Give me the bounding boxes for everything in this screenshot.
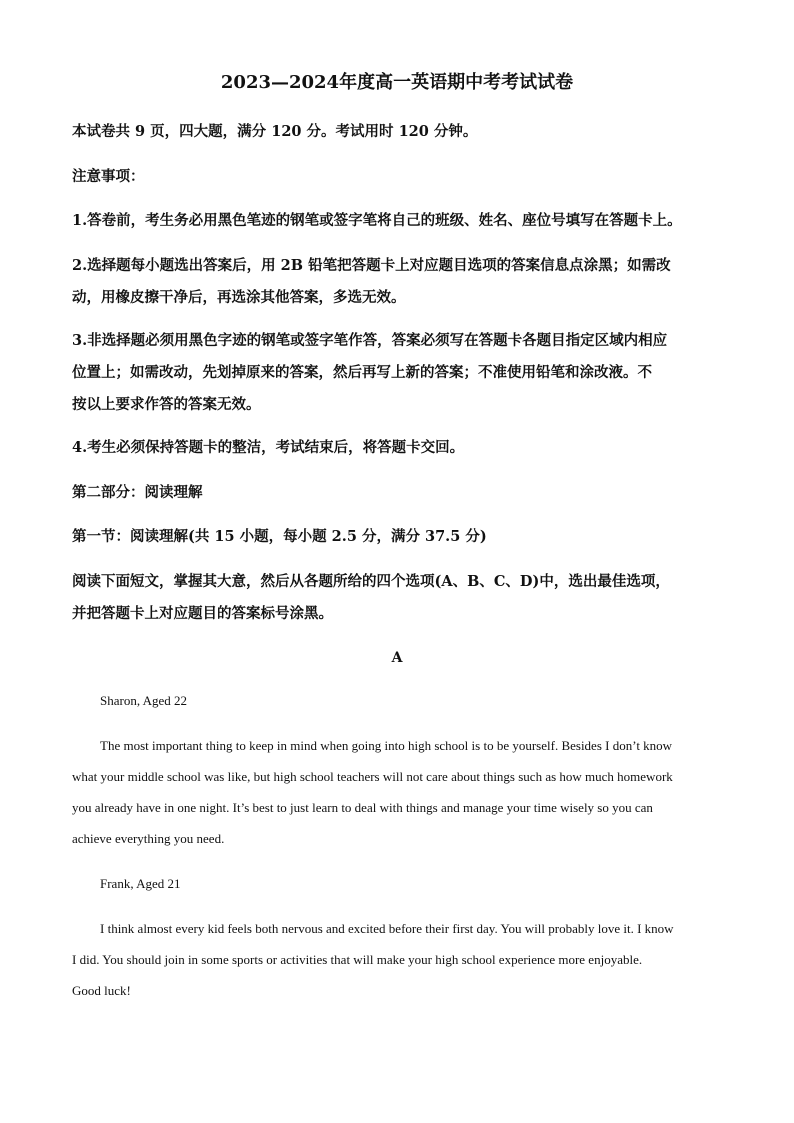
note-3-line-2: 位置上；如需改动，先划掉原来的答案，然后再写上新的答案；不准使用铅笔和涂改液。不 (72, 364, 652, 381)
speaker-frank: Frank, Aged 21 (100, 876, 181, 891)
paragraph-2-line-1: I think almost every kid feels both nervous and excited before their first day. You will probably love it. I know (100, 921, 674, 936)
paragraph-1-line-4: achieve everything you need. (72, 831, 225, 846)
part-heading: 第二部分：阅读理解 (72, 484, 203, 501)
instruction-line-2: 并把答题卡上对应题目的答案标号涂黑。 (72, 605, 333, 622)
instruction-line-1: 阅读下面短文，掌握其大意，然后从各题所给的四个选项(A、B、C、D)中，选出最佳选项， (72, 573, 670, 590)
note-1: 1.答卷前，考生务必用黑色笔迹的钢笔或签字笔将自己的班级、姓名、座位号填写在答题卡上。 (72, 212, 682, 229)
speaker-sharon: Sharon, Aged 22 (100, 693, 188, 708)
notes-heading: 注意事项： (72, 168, 145, 185)
page-title: 2023—2024年度高一英语期中考考试试卷 (220, 72, 574, 93)
paragraph-1-line-2: what your middle school was like, but high school teachers will not care about things such as how much homework (72, 769, 673, 784)
note-2-line-2: 动，用橡皮擦干净后，再选涂其他答案，多选无效。 (72, 289, 406, 306)
exam-intro: 本试卷共 9 页，四大题，满分 120 分。考试用时 120 分钟。 (72, 123, 478, 140)
section-heading: 第一节：阅读理解(共 15 小题，每小题 2.5 分，满分 37.5 分) (72, 528, 487, 545)
paragraph-2-line-2: I did. You should join in some sports or activities that will make your high school experience more enjoyable. (72, 952, 643, 967)
passage-label: A (391, 650, 403, 666)
paragraph-2-line-3: Good luck! (72, 983, 131, 998)
note-3-line-1: 3.非选择题必须用黑色字迹的钢笔或签字笔作答，答案必须写在答题卡各题目指定区域内相应 (72, 332, 668, 349)
note-3-line-3: 按以上要求作答的答案无效。 (72, 396, 261, 413)
note-2-line-1: 2.选择题每小题选出答案后，用 2B 铅笔把答题卡上对应题目选项的答案信息点涂黑；如需改 (72, 257, 671, 274)
paragraph-1-line-3: you already have in one night. It’s best to just learn to deal with things and manage your time wisely so you can (72, 800, 653, 815)
note-4: 4.考生必须保持答题卡的整洁，考试结束后，将答题卡交回。 (72, 439, 465, 456)
paragraph-1-line-1: The most important thing to keep in mind when going into high school is to be yourself. Besides I don’t know (100, 738, 673, 753)
